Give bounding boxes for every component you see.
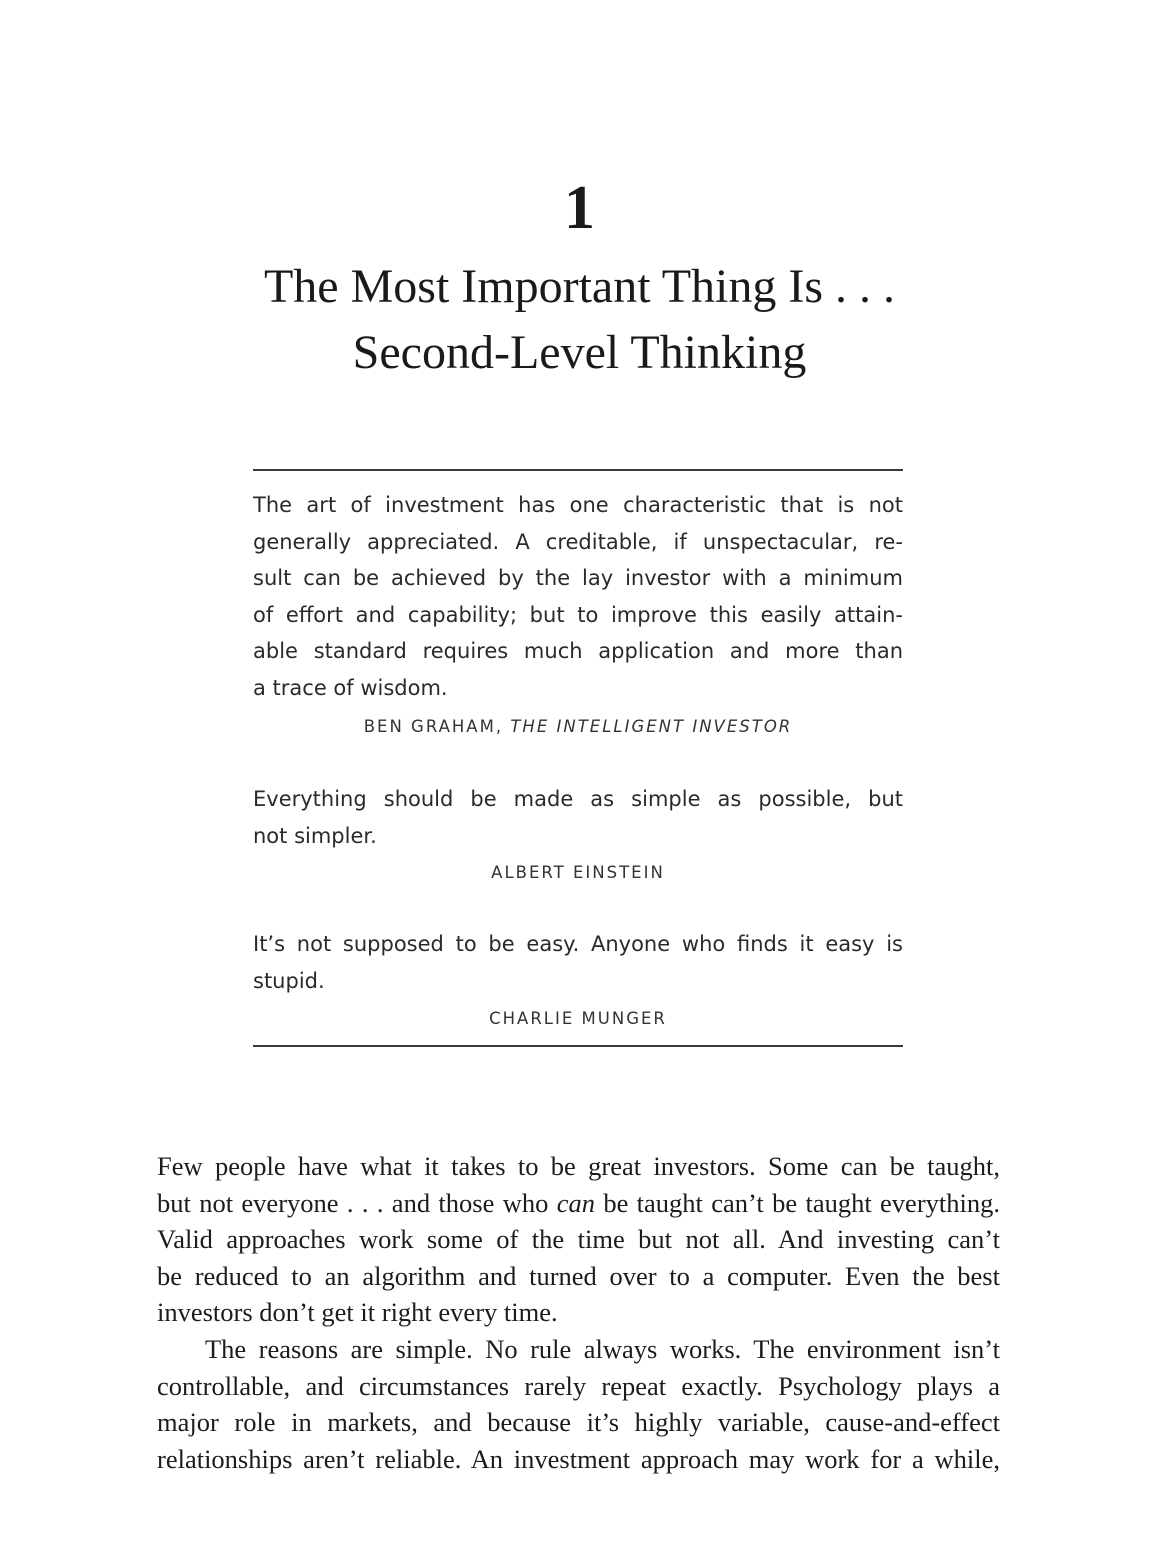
body-line: be reduced to an algorithm and turned over to a computer. Even the best (157, 1260, 1000, 1291)
epigraph-quote-einstein (253, 781, 903, 854)
quote-line: The art of investment has one characteristic that is not (253, 493, 903, 517)
epigraph-attribution-graham (253, 715, 903, 739)
epigraph-attribution-munger: CHARLIE MUNGER (489, 1009, 667, 1028)
quote-line: able standard requires much application and more than (253, 639, 903, 664)
attribution-work: THE INTELLIGENT INVESTOR (510, 717, 793, 736)
quote-line: not simpler. (253, 823, 377, 848)
body-line: investors don’t get it right every time. (157, 1297, 558, 1328)
body-line: Few people have what it takes to be great investors. Some can be taught, (157, 1151, 1000, 1181)
body-text (157, 1148, 1000, 1477)
body-line: major role in markets, and because it’s highly variable, cause-and-effect (157, 1407, 1000, 1438)
epigraph-attribution-einstein: ALBERT EINSTEIN (491, 863, 665, 882)
body-line: The reasons are simple. No rule always works. The environment isn’t (205, 1333, 1000, 1364)
body-line: but not everyone . . . and those who can be taught can’t be taught everything. (157, 1187, 1000, 1218)
body-line: Valid approaches work some of the time but not all. And investing can’t (157, 1224, 1000, 1255)
epigraph-box (253, 469, 903, 1047)
chapter-title-line-1: The Most Important Thing Is . . . (263, 260, 896, 313)
quote-line: Everything should be made as simple as possible, but (253, 787, 903, 811)
attribution-author: BEN GRAHAM, (363, 717, 504, 736)
chapter-number: 1 (564, 174, 595, 242)
quote-line: It’s not supposed to be easy. Anyone who finds it easy is (253, 932, 903, 956)
chapter-title (0, 254, 1159, 386)
quote-line: of effort and capability; but to improve this easily attain- (253, 602, 903, 627)
epigraph-quote-graham (253, 487, 903, 707)
quote-line: sult can be achieved by the lay investor with a minimum (253, 566, 903, 591)
emphasis-can: can (556, 1187, 595, 1218)
body-line: relationships aren’t reliable. An investment approach may work for a while, (157, 1443, 1000, 1474)
chapter-title-line-2: Second-Level Thinking (352, 326, 807, 379)
quote-line: stupid. (253, 968, 325, 993)
body-line: controllable, and circumstances rarely repeat exactly. Psychology plays a (157, 1370, 1000, 1401)
quote-line: a trace of wisdom. (253, 675, 448, 700)
quote-line: generally appreciated. A creditable, if unspectacular, re- (253, 529, 903, 554)
epigraph-quote-munger (253, 926, 903, 999)
